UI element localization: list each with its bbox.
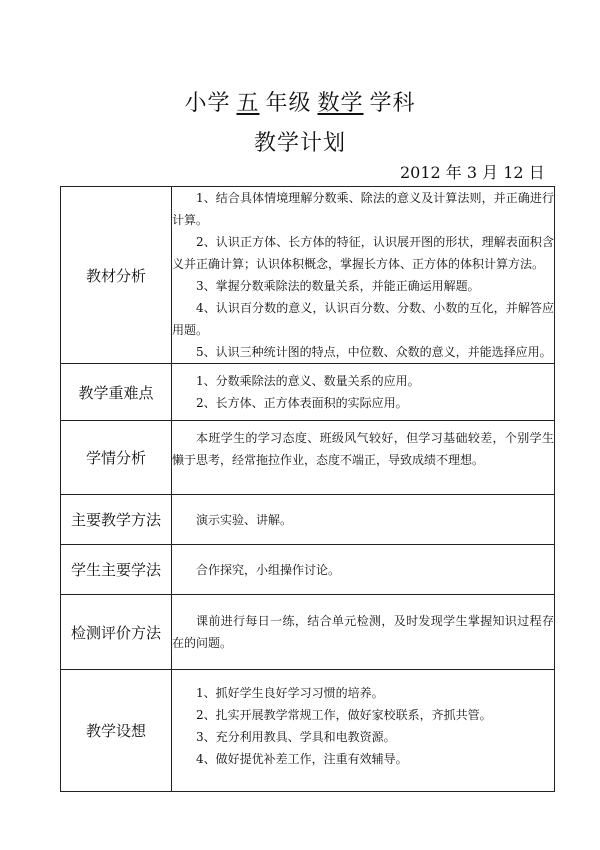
row-student-analysis xyxy=(61,421,555,495)
row-materials xyxy=(61,187,555,364)
document-title xyxy=(0,86,600,117)
ideas-line-1: 1、抓好学生良好学习习惯的培养。 xyxy=(196,686,384,700)
key-points-line-2: 2、长方体、正方体表面积的实际应用。 xyxy=(196,396,408,410)
content-evaluation xyxy=(172,595,555,670)
label-teaching-methods: 主要教学方法 xyxy=(61,495,172,545)
label-key-points: 教学重难点 xyxy=(61,364,172,421)
content-ideas xyxy=(172,670,555,792)
document-date: 2012 年 3 月 12 日 xyxy=(400,163,545,182)
materials-line-1: 1、结合具体情境理解分数乘、除法的意义及计算法则，并正确进行计算。 xyxy=(172,191,554,227)
plan-table xyxy=(60,186,555,792)
label-ideas: 教学设想 xyxy=(61,670,172,792)
label-materials: 教材分析 xyxy=(61,187,172,364)
materials-line-5: 5、认识三种统计图的特点，中位数、众数的意义，并能选择应用。 xyxy=(196,345,552,359)
materials-line-2: 2、认识正方体、长方体的特征，认识展开图的形状，理解表面积含义并正确计算；认识体积概念，掌握长方体、正方体的体积计算方法。 xyxy=(172,235,554,271)
row-evaluation xyxy=(61,595,555,670)
title-prefix: 小学 xyxy=(184,91,231,116)
row-teaching-methods xyxy=(61,495,555,545)
key-points-line-1: 1、分数乘除法的意义、数量关系的应用。 xyxy=(196,374,420,388)
content-student-analysis xyxy=(172,421,555,495)
ideas-line-2: 2、扎实开展教学常规工作，做好家校联系，齐抓共管。 xyxy=(196,708,492,722)
content-key-points xyxy=(172,364,555,421)
row-learning-methods xyxy=(61,545,555,595)
materials-line-4: 4、认识百分数的意义，认识百分数、分数、小数的互化，并解答应用题。 xyxy=(172,301,554,337)
label-evaluation: 检测评价方法 xyxy=(61,595,172,670)
student-analysis-line-1: 本班学生的学习态度、班级风气较好，但学习基础较差，个别学生懒于思考，经常拖拉作业，态度不端正，导致成绩不理想。 xyxy=(172,431,554,467)
grade-suffix: 年级 xyxy=(265,91,312,116)
label-student-analysis: 学情分析 xyxy=(61,421,172,495)
subject-suffix: 学科 xyxy=(369,91,416,116)
ideas-line-4: 4、做好提优补差工作，注重有效辅导。 xyxy=(196,752,408,766)
subject-field: 数学 xyxy=(317,91,364,116)
label-learning-methods: 学生主要学法 xyxy=(61,545,172,595)
ideas-line-3: 3、充分利用教具、学具和电教资源。 xyxy=(196,730,396,744)
document-subtitle: 教学计划 xyxy=(253,131,346,156)
learning-methods-line-1: 合作探究，小组操作讨论。 xyxy=(196,562,341,577)
content-teaching-methods xyxy=(172,495,555,545)
grade-field: 五 xyxy=(236,91,260,116)
content-learning-methods xyxy=(172,545,555,595)
evaluation-line-1: 课前进行每日一练，结合单元检测，及时发现学生掌握知识过程存在的问题。 xyxy=(172,614,554,650)
row-ideas xyxy=(61,670,555,792)
teaching-methods-line-1: 演示实验、讲解。 xyxy=(196,512,293,527)
row-key-points xyxy=(61,364,555,421)
materials-line-3: 3、掌握分数乘除法的数量关系，并能正确运用解题。 xyxy=(196,279,480,293)
content-materials xyxy=(172,187,555,364)
